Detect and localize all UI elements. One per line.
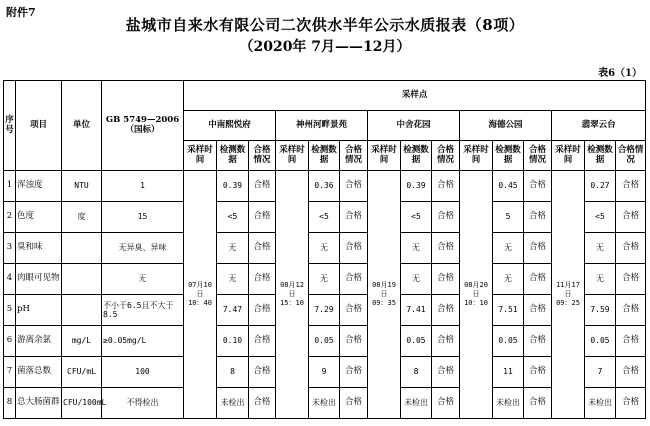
subheader-test-data: 检测数据 bbox=[217, 141, 249, 171]
test-value: 无 bbox=[217, 233, 249, 264]
test-value: 无 bbox=[585, 264, 616, 295]
qualified-status: 合格 bbox=[616, 326, 646, 357]
subheader-sample-time: 采样时间 bbox=[184, 141, 217, 171]
test-value: 未检出 bbox=[585, 388, 616, 419]
test-value: 9 bbox=[309, 357, 340, 388]
qualified-status: 合格 bbox=[524, 171, 552, 202]
test-value: 无 bbox=[309, 233, 340, 264]
subheader-qualified: 合格情况 bbox=[340, 141, 368, 171]
qualified-status: 合格 bbox=[249, 264, 276, 295]
qualified-status: 合格 bbox=[432, 233, 460, 264]
qualified-status: 合格 bbox=[524, 295, 552, 326]
subheader-sample-time: 采样时间 bbox=[276, 141, 309, 171]
site-name: 神州河畔景苑 bbox=[276, 111, 368, 141]
site-name: 中南熙悦府 bbox=[184, 111, 276, 141]
row-number: 2 bbox=[4, 202, 16, 233]
qualified-status: 合格 bbox=[249, 357, 276, 388]
row-standard: 无异臭、异味 bbox=[102, 233, 184, 264]
subheader-qualified: 合格情况 bbox=[249, 141, 276, 171]
qualified-status: 合格 bbox=[524, 202, 552, 233]
qualified-status: 合格 bbox=[616, 171, 646, 202]
qualified-status: 合格 bbox=[340, 264, 368, 295]
sample-time: 08月19日 09：35 bbox=[368, 171, 401, 419]
test-value: 0.39 bbox=[217, 171, 249, 202]
header-unit: 单位 bbox=[62, 81, 102, 171]
qualified-status: 合格 bbox=[524, 233, 552, 264]
subheader-test-data: 检测数据 bbox=[309, 141, 340, 171]
site-name: 海德公园 bbox=[460, 111, 552, 141]
qualified-status: 合格 bbox=[249, 326, 276, 357]
table-row bbox=[4, 357, 646, 388]
subheader-test-data: 检测数据 bbox=[585, 141, 616, 171]
header-item: 项目 bbox=[16, 81, 62, 171]
subheader-qualified: 合格情况 bbox=[432, 141, 460, 171]
qualified-status: 合格 bbox=[616, 202, 646, 233]
test-value: 无 bbox=[493, 233, 524, 264]
table-row bbox=[4, 202, 646, 233]
qualified-status: 合格 bbox=[340, 295, 368, 326]
header-sampling-points: 采样点 bbox=[184, 81, 646, 111]
report-period: （2020年 7月——12月） bbox=[239, 39, 411, 55]
row-unit: CFU/mL bbox=[62, 357, 102, 388]
row-number: 8 bbox=[4, 388, 16, 419]
test-value: 7.41 bbox=[401, 295, 432, 326]
row-unit: 度 bbox=[62, 202, 102, 233]
test-value: 未检出 bbox=[217, 388, 249, 419]
qualified-status: 合格 bbox=[616, 388, 646, 419]
test-value: 无 bbox=[217, 264, 249, 295]
test-value: 7.29 bbox=[309, 295, 340, 326]
test-value: <5 bbox=[401, 202, 432, 233]
qualified-status: 合格 bbox=[340, 326, 368, 357]
qualified-status: 合格 bbox=[616, 264, 646, 295]
subheader-sample-time: 采样时间 bbox=[552, 141, 585, 171]
test-value: <5 bbox=[217, 202, 249, 233]
qualified-status: 合格 bbox=[524, 357, 552, 388]
subheader-sample-time: 采样时间 bbox=[460, 141, 493, 171]
test-value: 无 bbox=[309, 264, 340, 295]
qualified-status: 合格 bbox=[432, 171, 460, 202]
test-value: 7 bbox=[585, 357, 616, 388]
test-value: 8 bbox=[401, 357, 432, 388]
subheader-qualified: 合格情况 bbox=[616, 141, 646, 171]
test-value: 0.45 bbox=[493, 171, 524, 202]
test-value: <5 bbox=[309, 202, 340, 233]
test-value: 0.05 bbox=[493, 326, 524, 357]
report-title: 盐城市自来水有限公司二次供水半年公示水质报表（8项） bbox=[125, 16, 525, 34]
row-item: 肉眼可见物 bbox=[16, 264, 62, 295]
qualified-status: 合格 bbox=[616, 233, 646, 264]
row-unit bbox=[62, 233, 102, 264]
table-row bbox=[4, 233, 646, 264]
test-value: 无 bbox=[401, 264, 432, 295]
qualified-status: 合格 bbox=[432, 326, 460, 357]
qualified-status: 合格 bbox=[616, 357, 646, 388]
qualified-status: 合格 bbox=[432, 202, 460, 233]
row-item: 臭和味 bbox=[16, 233, 62, 264]
row-standard: 100 bbox=[102, 357, 184, 388]
subheader-sample-time: 采样时间 bbox=[368, 141, 401, 171]
test-value: 0.05 bbox=[585, 326, 616, 357]
row-standard: 无 bbox=[102, 264, 184, 295]
row-standard: 1 bbox=[102, 171, 184, 202]
row-number: 3 bbox=[4, 233, 16, 264]
row-number: 6 bbox=[4, 326, 16, 357]
row-standard: 不得检出 bbox=[102, 388, 184, 419]
test-value: 5 bbox=[493, 202, 524, 233]
qualified-status: 合格 bbox=[340, 357, 368, 388]
qualified-status: 合格 bbox=[524, 326, 552, 357]
row-unit bbox=[62, 264, 102, 295]
table-row bbox=[4, 171, 646, 202]
row-standard: 不小于6.5且不大于8.5 bbox=[102, 295, 184, 326]
row-number: 4 bbox=[4, 264, 16, 295]
test-value: 7.47 bbox=[217, 295, 249, 326]
test-value: 8 bbox=[217, 357, 249, 388]
row-number: 7 bbox=[4, 357, 16, 388]
test-value: 0.10 bbox=[217, 326, 249, 357]
qualified-status: 合格 bbox=[432, 388, 460, 419]
qualified-status: 合格 bbox=[432, 295, 460, 326]
qualified-status: 合格 bbox=[249, 295, 276, 326]
qualified-status: 合格 bbox=[616, 295, 646, 326]
qualified-status: 合格 bbox=[432, 357, 460, 388]
site-name: 中舍花园 bbox=[368, 111, 460, 141]
qualified-status: 合格 bbox=[432, 264, 460, 295]
qualified-status: 合格 bbox=[524, 388, 552, 419]
row-number: 1 bbox=[4, 171, 16, 202]
test-value: 0.05 bbox=[309, 326, 340, 357]
qualified-status: 合格 bbox=[249, 233, 276, 264]
row-number: 5 bbox=[4, 295, 16, 326]
header-standard: GB 5749—2006（国标） bbox=[102, 81, 184, 171]
table-number: 表6（1） bbox=[598, 68, 642, 79]
test-value: 未检出 bbox=[401, 388, 432, 419]
row-item: pH bbox=[16, 295, 62, 326]
qualified-status: 合格 bbox=[340, 171, 368, 202]
row-unit bbox=[62, 295, 102, 326]
header-seq: 序号 bbox=[4, 81, 16, 171]
qualified-status: 合格 bbox=[340, 202, 368, 233]
test-value: 无 bbox=[493, 264, 524, 295]
row-unit: NTU bbox=[62, 171, 102, 202]
test-value: 未检出 bbox=[493, 388, 524, 419]
test-value: 0.39 bbox=[401, 171, 432, 202]
sample-time: 07月10日 10：40 bbox=[184, 171, 217, 419]
test-value: 11 bbox=[493, 357, 524, 388]
row-item: 总大肠菌群 bbox=[16, 388, 62, 419]
test-value: 0.27 bbox=[585, 171, 616, 202]
sample-time: 08月20日 10：10 bbox=[460, 171, 493, 419]
table-row bbox=[4, 326, 646, 357]
sample-time: 11月17日 09：25 bbox=[552, 171, 585, 419]
qualified-status: 合格 bbox=[340, 388, 368, 419]
subheader-qualified: 合格情况 bbox=[524, 141, 552, 171]
sample-time: 08月12日 15：10 bbox=[276, 171, 309, 419]
row-item: 游离余氯 bbox=[16, 326, 62, 357]
row-item: 浑浊度 bbox=[16, 171, 62, 202]
test-value: 无 bbox=[585, 233, 616, 264]
row-unit: mg/L bbox=[62, 326, 102, 357]
row-item: 色度 bbox=[16, 202, 62, 233]
annex-label: 附件7 bbox=[6, 6, 36, 19]
test-value: 7.59 bbox=[585, 295, 616, 326]
row-item: 菌落总数 bbox=[16, 357, 62, 388]
test-value: 无 bbox=[401, 233, 432, 264]
row-unit: CFU/100mL bbox=[62, 388, 102, 419]
water-quality-table bbox=[3, 80, 646, 419]
row-standard: 15 bbox=[102, 202, 184, 233]
table-row bbox=[4, 264, 646, 295]
site-name: 翡翠云台 bbox=[552, 111, 646, 141]
test-value: 0.36 bbox=[309, 171, 340, 202]
table-row bbox=[4, 388, 646, 419]
test-value: 7.51 bbox=[493, 295, 524, 326]
qualified-status: 合格 bbox=[524, 264, 552, 295]
subheader-test-data: 检测数据 bbox=[401, 141, 432, 171]
qualified-status: 合格 bbox=[249, 388, 276, 419]
qualified-status: 合格 bbox=[340, 233, 368, 264]
test-value: <5 bbox=[585, 202, 616, 233]
subheader-test-data: 检测数据 bbox=[493, 141, 524, 171]
qualified-status: 合格 bbox=[249, 171, 276, 202]
table-row bbox=[4, 295, 646, 326]
qualified-status: 合格 bbox=[249, 202, 276, 233]
test-value: 未检出 bbox=[309, 388, 340, 419]
row-standard: ≥0.05mg/L bbox=[102, 326, 184, 357]
test-value: 0.05 bbox=[401, 326, 432, 357]
